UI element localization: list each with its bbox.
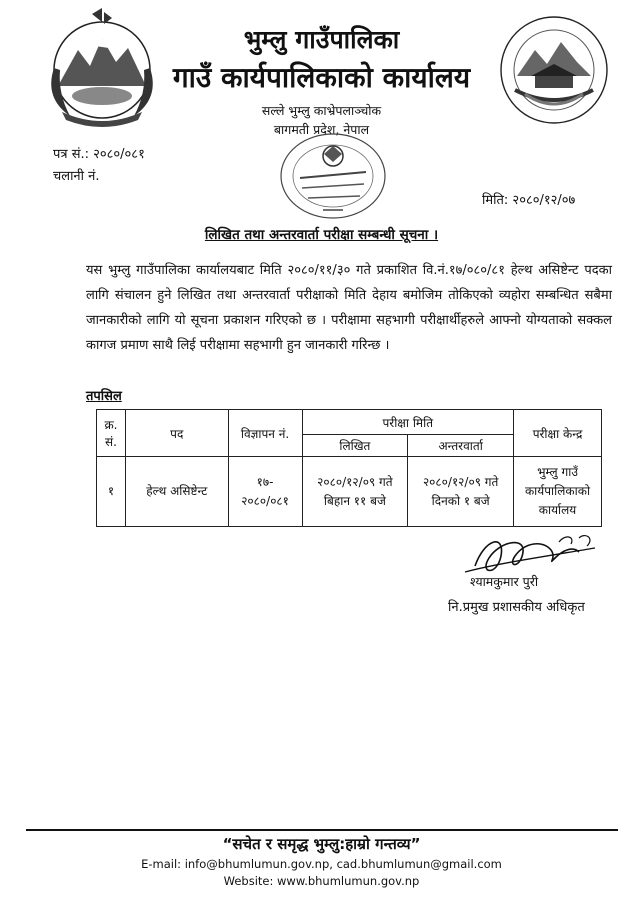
cell-post: हेल्थ असिष्टेन्ट — [125, 457, 228, 527]
office-name: गाउँ कार्यपालिकाको कार्यालय — [172, 61, 471, 94]
notice-title: लिखित तथा अन्तरवार्ता परीक्षा सम्बन्धी सूचना । — [204, 227, 439, 243]
header-serial-number: क्र. सं. — [97, 410, 126, 457]
notice-date: मिति: २०८०/१२/०७ — [482, 193, 576, 208]
dispatch-number: चलानी नं. — [53, 169, 100, 184]
header-exam-center: परीक्षा केन्द्र — [514, 410, 602, 457]
schedule-caption: तपसिल — [86, 389, 122, 404]
footer-slogan: “सचेत र समृद्ध भुम्लु:हाम्रो गन्तव्य” — [222, 835, 421, 853]
cell-ad-number: १७- २०८०/०८१ — [228, 457, 302, 527]
footer-email: E-mail: info@bhumlumun.gov.np, cad.bhumlumun@gmail.com — [141, 857, 502, 871]
municipality-name: भुम्लु गाउँपालिका — [243, 25, 400, 54]
address-line-1: सल्ले भुम्लु काभ्रेपलाञ्चोक — [261, 103, 382, 118]
letter-number: पत्र सं.: २०८०/०८१ — [53, 147, 145, 162]
notice-body: यस भुम्लु गाउँपालिका कार्यालयबाट मिति २०८०/११/३० गते प्रकाशित वि.नं.१७/०८०/८१ हेल्थ असिष्टेन्ट पदका लागि संचालन हुने लिखित तथा अन्तरवार्ता परीक्षाको मिति देहाय बमोजिम तोकिएको व्यहोरा सम्बन्धित सबैमा जानकारीको लागि यो सूचना प्रकाशन गरिएको छ । परीक्षामा सहभागी परीक्षार्थीहरुले आफ्नो योग्यताको सक्कल कागज प्रमाण साथै लिई परीक्षामा सहभागी हुन जानकारी गरिन्छ । — [86, 263, 612, 353]
office-stamp-icon — [278, 130, 388, 222]
exam-schedule-table — [96, 409, 602, 527]
address-line-2: बागमती प्रदेश, नेपाल — [273, 122, 370, 137]
table-row — [97, 457, 602, 527]
signatory-designation: नि.प्रमुख प्रशासकीय अधिकृत — [448, 600, 585, 615]
footer-divider — [26, 829, 618, 831]
cell-written-date: २०८०/१२/०९ गते बिहान ११ बजे — [302, 457, 408, 527]
cell-serial-number: १ — [97, 457, 126, 527]
header-post: पद — [125, 410, 228, 457]
header-ad-number: विज्ञापन नं. — [228, 410, 302, 457]
cell-interview-date: २०८०/१२/०९ गते दिनको १ बजे — [408, 457, 514, 527]
header-written: लिखित — [302, 435, 408, 457]
cell-exam-center: भुम्लु गाउँ कार्यपालिकाको कार्यालय — [514, 457, 602, 527]
header-exam-date: परीक्षा मिति — [302, 410, 514, 435]
signatory-name: श्यामकुमार पुरी — [470, 574, 539, 589]
footer-website: Website: www.bhumlumun.gov.np — [223, 874, 420, 888]
header-interview: अन्तरवार्ता — [408, 435, 514, 457]
